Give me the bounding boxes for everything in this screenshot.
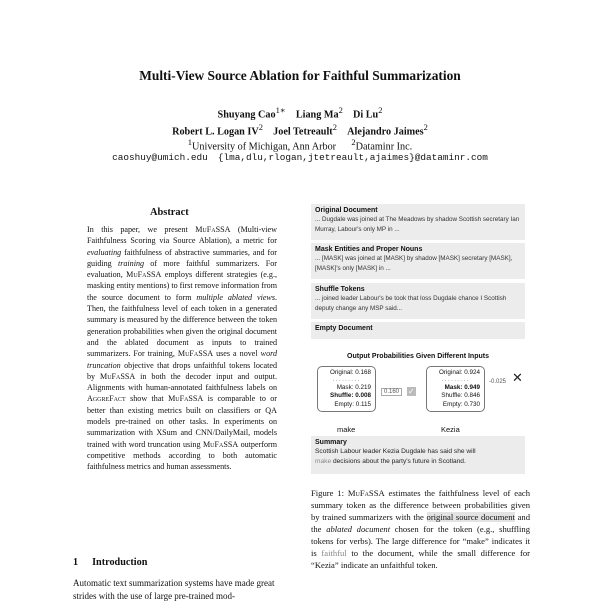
prob-empty: Empty: 0.730 — [442, 400, 480, 408]
affiliation-1: University of Michigan, Ann Arbor — [192, 141, 337, 153]
prob-shuffle: Shuffle: 0.846 — [441, 392, 480, 400]
word-kezia: Kezia — [441, 425, 460, 434]
summary-box — [311, 436, 525, 474]
box-heading: Shuffle Tokens — [315, 286, 365, 293]
figure-caption: Figure 1: MuFaSSA estimates the faithfulness level of each summary token as the difference between probabilities given by trained summarizers with the original source document and the ablated document chosen for the token (e.g., shuffling tokens for verbs). The large difference for “make” indicates it is faithful to the document, while the small difference for “Kezia” indicate an unfaithful token. — [311, 488, 531, 570]
kezia-probs — [426, 366, 485, 412]
box-text: ... joined leader Labour's be took that loss Dugdale chance I Scottish deputy change any MSP said... — [315, 295, 507, 312]
affil-sup: 1 — [187, 137, 193, 147]
prob-original: Original: 0.924 — [439, 369, 480, 376]
email-1[interactable]: caoshuy@umich.edu — [112, 152, 208, 163]
author-name: Alejandro Jaimes — [347, 126, 424, 138]
prob-shuffle: Shuffle: 0.008 — [330, 392, 371, 400]
affil-sup: 2 — [351, 137, 356, 147]
paper-title: Multi-View Source Ablation for Faithful Summarization — [139, 68, 461, 83]
make-probs — [317, 366, 376, 412]
prob-mask: Mask: 0.949 — [444, 383, 480, 391]
word-make: make — [337, 425, 356, 434]
prob-mask: Mask: 0.219 — [336, 383, 371, 391]
kezia-diff: -0.025 — [489, 379, 507, 385]
author-name: Joel Tetreault — [273, 126, 333, 138]
box-heading: Empty Document — [315, 325, 373, 332]
make-diff: 0.160 — [381, 388, 402, 396]
author-sup: 1∗ — [275, 105, 286, 115]
author-sup: 2 — [258, 122, 263, 132]
summary-text: Scottish Labour leader Kezia Dugdale has said she will make decisions about the party's future in Scotland. — [315, 448, 476, 465]
cross-icon: ✕ — [512, 370, 523, 385]
author-sup: 2 — [332, 122, 337, 132]
email-2[interactable]: {lma,dlu,rlogan,jtetreault,ajaimes}@dataminr.com — [217, 152, 488, 163]
abstract-heading: Abstract — [150, 207, 189, 218]
empty-box — [311, 322, 525, 339]
box-heading: Mask Entities and Proper Nouns — [315, 246, 423, 253]
prob-empty: Empty: 0.115 — [334, 400, 371, 408]
author-sup: 2 — [338, 105, 343, 115]
author-name: Robert L. Logan IV — [172, 126, 259, 138]
section-heading-introduction: 1 Introduction — [73, 557, 148, 568]
introduction-text: Automatic text summarization systems have made great strides with the use of large pre-trained mod- — [73, 578, 275, 601]
abstract-body: In this paper, we present MuFaSSA (Multi-view Faithfulness Scoring via Source Ablation), a metric for evaluating faithfulness of abstractive summaries, and for guiding training of more faithful summarizers. For evaluation, MuFaSSA employs different strategies (e.g., masking entity mentions) to first remove information from the source document to form multiple ablated views. Then, the faithfulness level of each token in a generated summary is measured by the difference between the token generation probabilities when given the original document and the ablated document as inputs to trained summarizers. For training, MuFaSSA uses a novel word truncation objective that drops unfaithful tokens located by MuFaSSA in both the decoder input and output. Alignments with human-annotated faithfulness labels on AggreFact show that MuFaSSA is comparable to or better than existing metrics built on classifiers or QA models pre-trained on other tasks. In experiments on summarization with XSum and CNN/DailyMail, models trained with word truncation using MuFaSSA outperform competitive methods according to both automatic faithfulness metrics and human assessments. — [87, 225, 278, 472]
emails — [0, 151, 600, 164]
dots: ········· — [441, 376, 470, 384]
probs-heading: Output Probabilities Given Different Inputs — [347, 353, 489, 360]
dots: ········· — [332, 376, 361, 384]
original-document-box — [311, 204, 525, 240]
author-sup: 2 — [378, 105, 383, 115]
affiliation-2: Dataminr Inc. — [355, 141, 413, 153]
check-icon: ✓ — [408, 387, 415, 396]
summary-heading: Summary — [315, 439, 347, 446]
mask-box — [311, 243, 525, 279]
box-text: ... Dugdale was joined at The Meadows by shadow Scottish secretary Ian Murray, Labour's only MP in ... — [315, 216, 520, 233]
author-name: Liang Ma — [295, 109, 339, 121]
box-text: ... [MASK] was joined at [MASK] by shadow [MASK] secretary [MASK], [MASK]'s only [MASK] in ... — [315, 255, 513, 272]
author-sup: 2 — [423, 122, 428, 132]
prob-original: Original: 0.168 — [330, 369, 371, 376]
box-heading: Original Document — [315, 207, 378, 214]
shuffle-box — [311, 283, 525, 319]
author-name: Di Lu — [353, 109, 379, 121]
author-line-1 — [0, 104, 600, 121]
author-name: Shuyang Cao — [217, 109, 276, 121]
